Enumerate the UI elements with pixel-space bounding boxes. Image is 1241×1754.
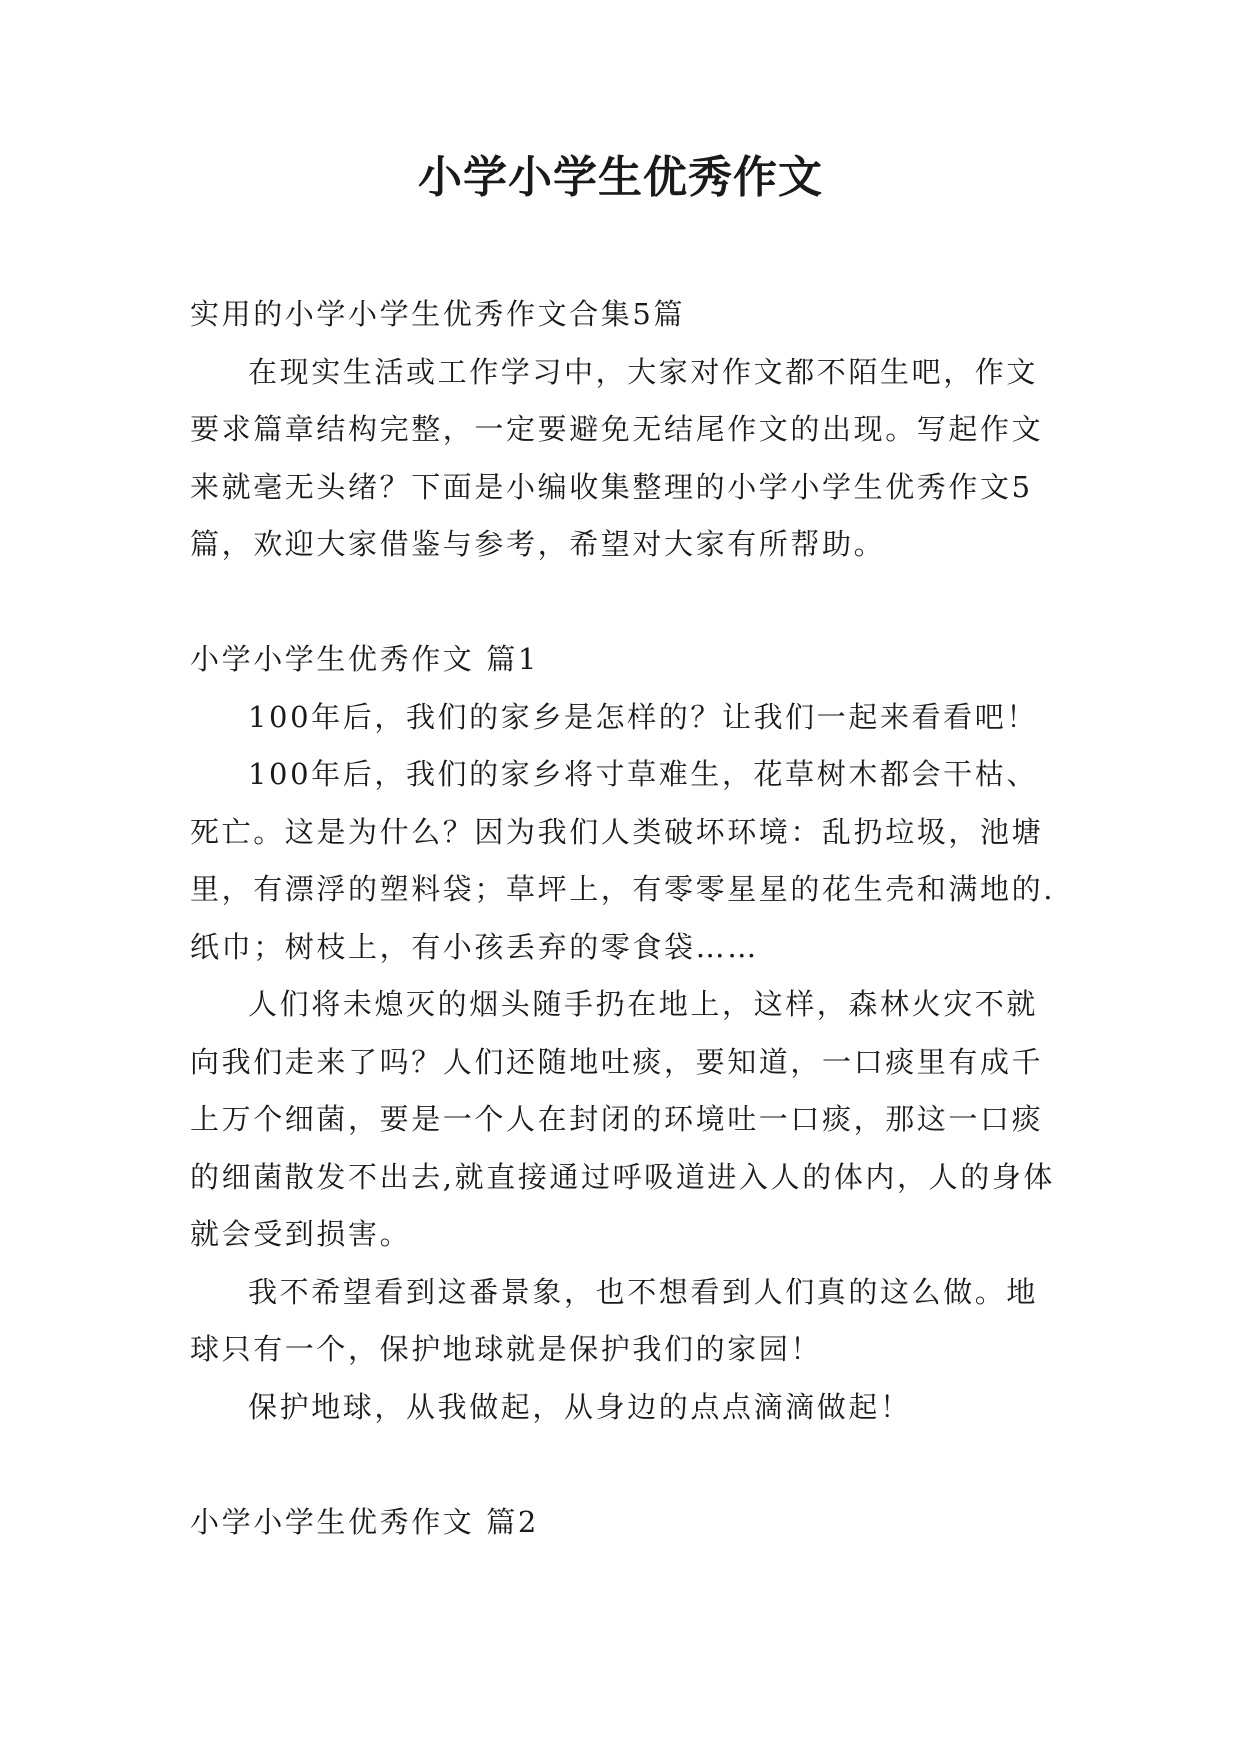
section-heading-1: 小学小学生优秀作文 篇1	[190, 642, 539, 676]
section-heading-2: 小学小学生优秀作文 篇2	[190, 1504, 539, 1539]
section-1-paragraph-2: 100年后，我们的家乡将寸草难生，花草树木都会干枯、死亡。这是为什么？因为我们人类破坏环境：乱扔垃圾，池塘里，有漂浮的塑料袋；草坪上，有零零星星的花生壳和满地的.纸巾；树枝上，有小孩丢弃的零食袋……	[190, 757, 1056, 964]
section-1-paragraph-4: 我不希望看到这番景象，也不想看到人们真的这么做。地球只有一个，保护地球就是保护我们的家园！	[190, 1274, 1039, 1366]
intro-paragraph: 在现实生活或工作学习中，大家对作文都不陌生吧，作文要求篇章结构完整，一定要避免无结尾作文的出现。写起作文来就毫无头绪？下面是小编收集整理的小学小学生优秀作文5篇，欢迎大家借鉴与参考，希望对大家有所帮助。	[190, 354, 1044, 561]
document-title: 小学小学生优秀作文	[418, 152, 823, 203]
section-1-paragraph-5: 保护地球，从我做起，从身边的点点滴滴做起！	[248, 1389, 912, 1424]
document-body	[190, 286, 1060, 1551]
section-1-paragraph-3: 人们将未熄灭的烟头随手扔在地上，这样，森林火灾不就向我们走来了吗？人们还随地吐痰，要知道，一口痰里有成千上万个细菌，要是一个人在封闭的环境吐一口痰，那这一口痰的细菌散发不出去,就直接通过呼吸道进入人的体内，人的身体就会受到损害。	[190, 987, 1056, 1251]
spacer	[190, 1436, 1060, 1494]
spacer	[190, 574, 1060, 632]
collection-subtitle: 实用的小学小学生优秀作文合集5篇	[190, 297, 686, 331]
section-1-paragraph-1: 100年后，我们的家乡是怎样的？让我们一起来看看吧！	[248, 699, 1038, 734]
